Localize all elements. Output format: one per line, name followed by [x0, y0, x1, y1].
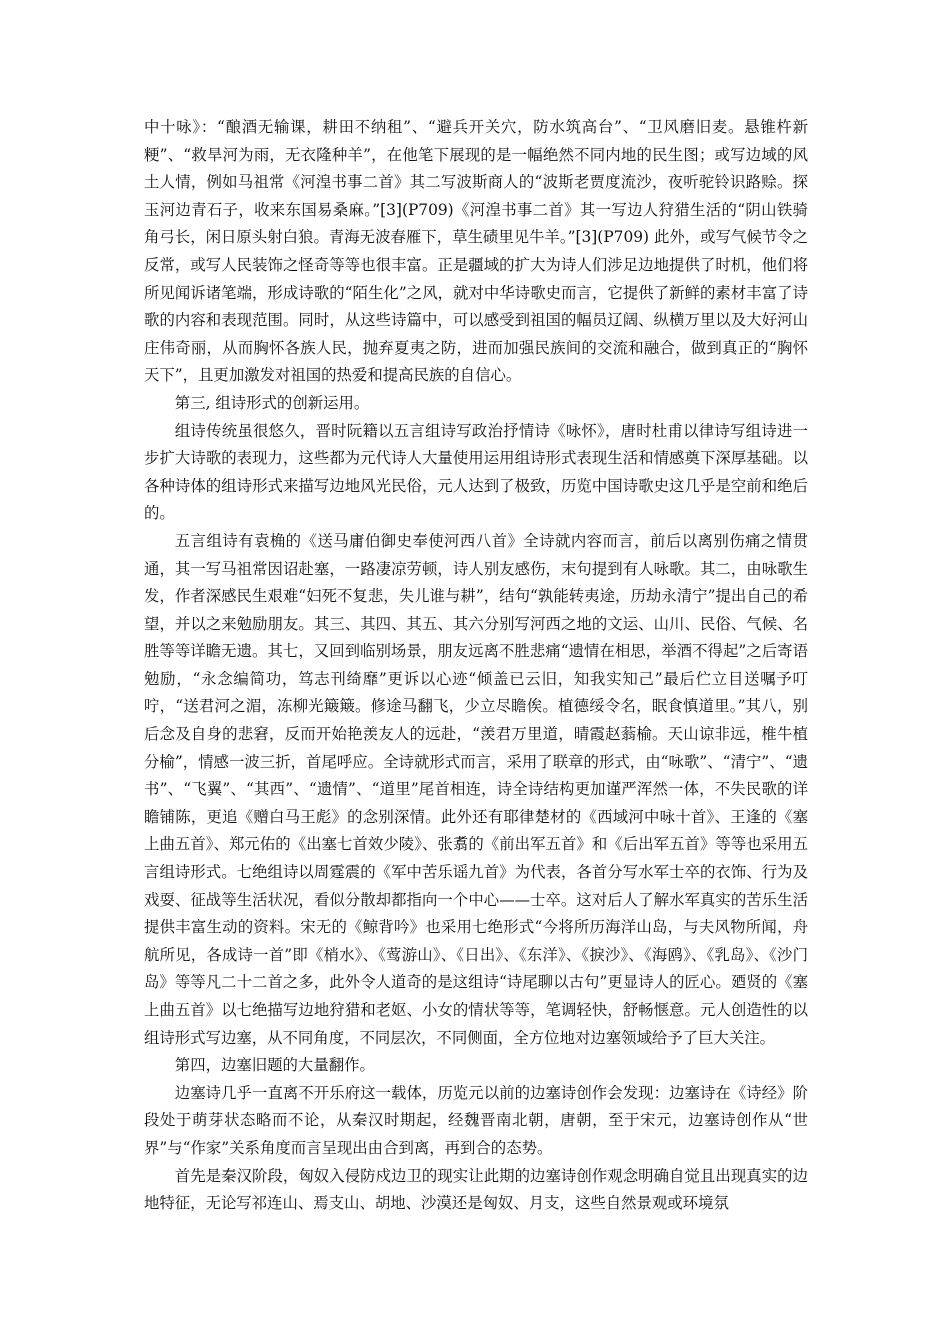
paragraph-five-character-group-poems: 五言组诗有袁桷的《送马庸伯御史奉使河西八首》全诗就内容而言，前后以离别伤痛之情贯通，其一写马祖常因诏赴塞，一路凄凉劳顿，诗人别友感伤，末句提到有人咏歌。其二，由咏歌生发，作者深感民生艰难“妇死不复悲，失儿谁与耕”，结句“孰能转夷途，历劫永清宁”提出自己的希望，并以之来勉励朋友。其三、其四、其五、其六分别写河西之地的文运、山川、民俗、气候、名胜等等详瞻无遗。其七，又回到临别场景，朋友远离不胜悲痛“遗情在相思，举酒不得起”之后寄语勉励，“永念编简功，笃志刊绮靡”更诉以心迹“倾盖已云旧，知我实知己”最后伫立目送嘱予叮咛，“送君河之湄，冻柳光簸簸。修途马翻飞，少立尽瞻俟。植德绥令名，眠食慎道里。”其八，别后念及自身的悲窘，反而开始艳羡友人的远赴，“羡君万里道，晴霞赵蓊榆。天山谅非远，椎牛植分榆”，情感一波三折，首尾呼应。全诗就形式而言，采用了联章的形式，由“咏歌”、“清宁”、“遗书”、“飞翼”、“其西”、“遗情”、“道里”尾首相连，诗全诗结构更加谨严浑然一体，不失民歌的详瞻铺陈，更追《赠白马王彪》的念别深情。此外还有耶律楚材的《西域河中咏十首》、王逢的《塞上曲五首》、郑元佑的《出塞七首效少陵》、张翥的《前出军五首》和《后出军五首》等等也采用五言组诗形式。七绝组诗以周霆震的《军中苦乐谣九首》为代表，各首分写水军士卒的衣饰、行为及戏耍、征战等生活状况，看似分散却都指向一个中心——士卒。这对后人了解水军真实的苦乐生活提供丰富生动的资料。宋无的《鲸背吟》也采用七绝形式“今将所历海洋山岛，与夫风物所闻，舟航所见，各成诗一首”即《梢水》、《莺游山》、《日出》、《东洋》、《捩沙》、《海鸥》、《乳岛》、《沙门岛》等等凡二十二首之多，此外令人道奇的是这组诗“诗尾聊以古句”更显诗人的匠心。廼贤的《塞上曲五首》以七绝描写边地狩猎和老妪、小女的情状等等，笔调轻快，舒畅惬意。元人创造性的以组诗形式写边塞，从不同角度，不同层次，不同侧面，全方位地对边塞领域给予了巨大关注。	[144, 531, 808, 1047]
paragraph-qin-han-stage: 首先是秦汉阶段，匈奴入侵防戍边卫的现实让此期的边塞诗创作观念明确自觉且出现真实的边地特征，无论写祁连山、焉支山、胡地、沙漠还是匈奴、月支，这些自然景观或环境氛	[144, 1166, 808, 1213]
paragraph-frontier-yuefu: 边塞诗几乎一直离不开乐府这一载体，历览元以前的边塞诗创作会发现：边塞诗在《诗经》阶段处于萌芽状态略而不论，从秦汉时期起，经魏晋南北朝，唐朝，至于宋元，边塞诗创作从“世界”与“作家”关系角度而言呈现出由合到离，再到合的态势。	[144, 1083, 808, 1157]
document-body	[144, 114, 808, 1218]
section-heading-third: 第三, 组诗形式的创新运用。	[174, 393, 370, 412]
paragraph-group-poem-tradition: 组诗传统虽很悠久，晋时阮籍以五言组诗写政治抒情诗《咏怀》，唐时杜甫以律诗写组诗进一步扩大诗歌的表现力，这些都为元代诗人大量使用运用组诗形式表现生活和情感奠下深厚基础。以各种诗体的组诗形式来描写边地风光民俗，元人达到了极致，历览中国诗歌史这几乎是空前和绝后的。	[144, 421, 808, 523]
section-heading-fourth: 第四，边塞旧题的大量翻作。	[174, 1056, 375, 1075]
paragraph-continuation: 中十咏》：“酿酒无输课，耕田不纳租”、“避兵开关穴，防水筑高台”、“卫风磨旧麦。悬锥杵新粳”、“救旱河为雨，无衣隆种羊”，在他笔下展现的是一幅绝然不同内地的民生图；或写边域的风土人情，例如马祖常《河湟书事二首》其二写波斯商人的“波斯老贾度流沙，夜听驼铃识路赊。探玉河边青石子，收来东国易桑麻。”[3](P709)《河湟书事二首》其一写边人狩猎生活的“阴山铁骑角弓长，闲日原头射白狼。青海无波春雁下，草生碛里见牛羊。”[3](P709) 此外，或写气候节令之反常，或写人民装饰之怪奇等等也很丰富。正是疆域的扩大为诗人们涉足边地提供了时机，他们将所见闻诉诸笔端，形成诗歌的“陌生化”之风，就对中华诗歌史而言，它提供了新鲜的素材丰富了诗歌的内容和表现范围。同时，从这些诗篇中，可以感受到祖国的幅员辽阔、纵横万里以及大好河山庄伟奇丽，从而胸怀各族人民，抛弃夏夷之防，进而加强民族间的交流和融合，做到真正的“胸怀天下”，且更加激发对祖国的热爱和提高民族的自信心。	[144, 118, 808, 385]
